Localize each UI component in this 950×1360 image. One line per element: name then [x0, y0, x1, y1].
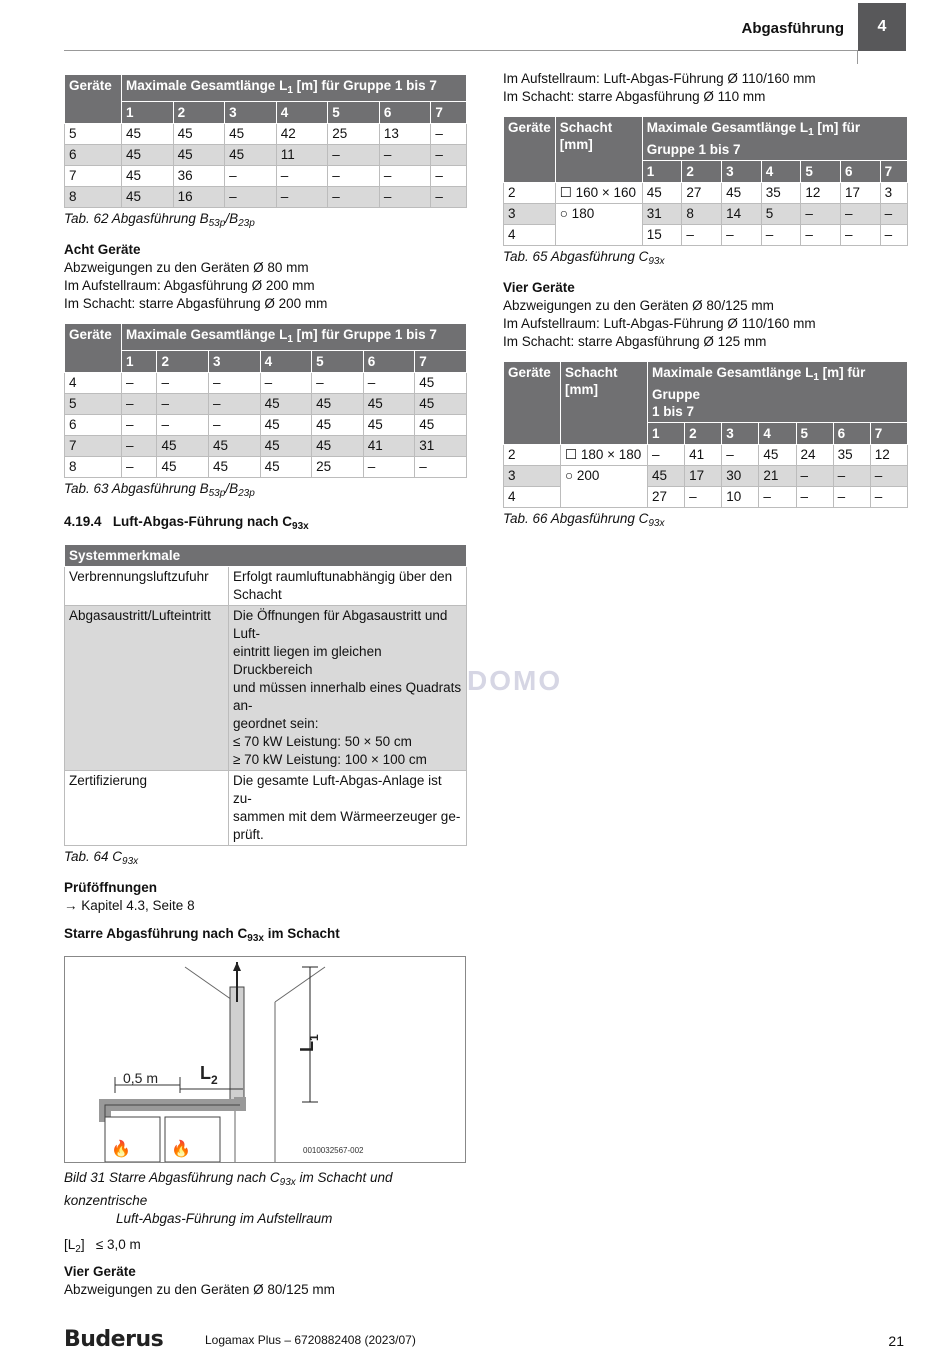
value-line: geordnet sein:: [233, 716, 319, 731]
table-cell: 45: [648, 466, 685, 487]
table-cell: 3: [504, 466, 561, 487]
table-cell: –: [157, 415, 209, 436]
table-cell: 6: [65, 415, 122, 436]
starre-heading: Starre Abgasführung nach $C_{93x}$ im Schacht: [64, 926, 340, 944]
th-shaft: Schacht [mm]: [561, 362, 648, 445]
th-devices: Geräte: [65, 75, 122, 124]
table-cell: 11: [276, 145, 328, 166]
table-cell: –: [431, 145, 467, 166]
table-row: [65, 436, 467, 457]
table-cell: –: [840, 225, 880, 246]
figure-code: 0010032567-002: [303, 1146, 364, 1155]
table-cell: –: [379, 145, 431, 166]
table-cell: 45: [209, 457, 261, 478]
left-column: [64, 74, 467, 1299]
caption-62: Tab. 62 Abgasführung $B_{53p}/B_{23p}$: [64, 211, 255, 229]
table-cell: 10: [722, 487, 759, 508]
table-row: [504, 466, 908, 487]
th-group: 3: [722, 161, 762, 183]
table-cell: 45: [363, 415, 415, 436]
table-cell: –: [801, 204, 841, 225]
value-line: ≤ 70 kW Leistung: 50 × 50 cm: [233, 734, 412, 749]
table-cell: –: [122, 415, 157, 436]
th-group: 1: [122, 351, 157, 373]
th-max-length: Maximale Gesamtlänge $L_1$ [m] für Gruppe 1 bis 7: [122, 75, 467, 102]
acht-line-2: Im Aufstellraum: Abgasführung Ø 200 mm: [64, 278, 315, 293]
th-group: 6: [379, 102, 431, 124]
table-row: [65, 771, 467, 846]
pruef-link[interactable]: → Kapitel 4.3, Seite 8: [64, 898, 195, 913]
table-row: [65, 457, 467, 478]
caption-64: Tab. 64 $C_{93x}$: [64, 849, 139, 867]
table-row: [65, 124, 467, 145]
th-group: 6: [363, 351, 415, 373]
th-group: 2: [157, 351, 209, 373]
table-cell: –: [379, 187, 431, 208]
table-cell: –: [122, 457, 157, 478]
vier-heading-right: Vier Geräte: [503, 280, 575, 295]
vier-line-2: Im Aufstellraum: Luft-Abgas-Führung Ø 110/160 mm: [503, 316, 816, 331]
table-cell: 45: [312, 415, 364, 436]
table-cell: 45: [122, 124, 174, 145]
table-cell: 45: [260, 457, 312, 478]
header-tick: [857, 50, 858, 64]
table-64: [64, 544, 467, 846]
brand-logo: Buderus: [64, 1327, 164, 1352]
th-group: 4: [276, 102, 328, 124]
th-group: 5: [801, 161, 841, 183]
table-cell: 27: [648, 487, 685, 508]
table-cell: 45: [173, 124, 225, 145]
th-devices: Geräte: [504, 117, 556, 183]
table-cell: –: [840, 204, 880, 225]
table-cell: –: [431, 187, 467, 208]
table-cell: –: [260, 373, 312, 394]
table-row: [65, 373, 467, 394]
table-cell: 30: [722, 466, 759, 487]
table-cell: –: [796, 466, 833, 487]
table-cell: –: [209, 373, 261, 394]
th-group: 2: [173, 102, 225, 124]
table-row: [504, 183, 908, 204]
table-cell: 24: [796, 445, 833, 466]
table-cell: 45: [415, 394, 467, 415]
th-group: 4: [260, 351, 312, 373]
footer-doc: Logamax Plus – 6720882408 (2023/07): [205, 1333, 416, 1347]
table-62: [64, 74, 467, 208]
table-cell: –: [328, 187, 380, 208]
table-cell: 35: [761, 183, 801, 204]
table-cell: –: [870, 487, 907, 508]
caption-63: Tab. 63 Abgasführung $B_{53p}/B_{23p}$: [64, 481, 255, 499]
th-group: 3: [225, 102, 277, 124]
table-cell: –: [870, 466, 907, 487]
table-row: [65, 415, 467, 436]
table-cell: –: [209, 394, 261, 415]
th-group: 4: [761, 161, 801, 183]
table-cell: 45: [260, 394, 312, 415]
table-cell: 41: [685, 445, 722, 466]
value-line: ≥ 70 kW Leistung: 100 × 100 cm: [233, 752, 427, 767]
table-cell: 5: [65, 394, 122, 415]
table-cell: –: [328, 145, 380, 166]
table-cell: 8: [65, 187, 122, 208]
table-cell: 12: [801, 183, 841, 204]
table-cell: –: [431, 166, 467, 187]
table-cell: –: [759, 487, 796, 508]
table-cell: 25: [328, 124, 380, 145]
table-cell: 45: [312, 394, 364, 415]
table-cell: –: [276, 187, 328, 208]
table-cell: –: [209, 415, 261, 436]
table-cell: 41: [363, 436, 415, 457]
table-cell: 45: [173, 145, 225, 166]
th-group: 1: [122, 102, 174, 124]
table-cell: 8: [65, 457, 122, 478]
caption-65: Tab. 65 Abgasführung $C_{93x}$: [503, 249, 665, 267]
table-row: [504, 445, 908, 466]
table-cell: ☐ 160 × 160: [555, 183, 642, 204]
table-cell: –: [682, 225, 722, 246]
table-cell: 45: [157, 436, 209, 457]
watermark: DOMO: [467, 665, 563, 696]
table-cell: 12: [870, 445, 907, 466]
table-cell: 13: [379, 124, 431, 145]
table-cell: 15: [642, 225, 682, 246]
th-group: 6: [840, 161, 880, 183]
table-cell: 2: [504, 445, 561, 466]
table-66: [503, 361, 908, 508]
table-cell: –: [796, 487, 833, 508]
th-max-length: Maximale Gesamtlänge $L_1$ [m] für Gruppe 1 bis 7: [648, 362, 908, 423]
row-key: Zertifizierung: [65, 771, 229, 846]
table-cell: –: [880, 225, 907, 246]
table-cell: –: [225, 166, 277, 187]
th-shaft: Schacht [mm]: [555, 117, 642, 183]
table-cell: –: [379, 166, 431, 187]
value-line: und müssen innerhalb eines Quadrats an-: [233, 680, 462, 713]
caption-66: Tab. 66 Abgasführung $C_{93x}$: [503, 511, 665, 529]
table-cell: –: [328, 166, 380, 187]
right-column: [503, 70, 908, 541]
row-key: Abgasaustritt/Lufteintritt: [65, 606, 229, 771]
table-row: [504, 204, 908, 225]
acht-heading: Acht Geräte: [64, 242, 141, 257]
table-cell: 45: [122, 145, 174, 166]
vier-line-left: Abzweigungen zu den Geräten Ø 80/125 mm: [64, 1282, 335, 1297]
acht-line-1: Abzweigungen zu den Geräten Ø 80 mm: [64, 260, 309, 275]
table-cell: 42: [276, 124, 328, 145]
table-cell: 21: [759, 466, 796, 487]
table-cell: 25: [312, 457, 364, 478]
table-cell: 45: [225, 124, 277, 145]
table-cell: 45: [722, 183, 762, 204]
table-cell: –: [157, 394, 209, 415]
table-cell: 4: [65, 373, 122, 394]
th-group: 6: [833, 423, 870, 445]
table-cell: ○ 180: [555, 204, 642, 246]
table-cell: 7: [65, 436, 122, 457]
l2-note: $[L_2]$ ≤ 3,0 m: [64, 1237, 141, 1255]
table-cell: 45: [363, 394, 415, 415]
label-L1: $L_1$: [297, 1034, 321, 1052]
th-devices: Geräte: [65, 324, 122, 373]
table-cell: –: [225, 187, 277, 208]
th-group: 7: [880, 161, 907, 183]
table-cell: –: [833, 487, 870, 508]
value-line: Erfolgt raumluftunabhängig über den: [233, 569, 453, 584]
table-cell: 31: [642, 204, 682, 225]
table-cell: –: [312, 373, 364, 394]
row-value: [229, 606, 467, 771]
table-cell: –: [122, 436, 157, 457]
table-cell: –: [122, 373, 157, 394]
table-row: [65, 145, 467, 166]
th-group: 3: [209, 351, 261, 373]
table-row: [65, 567, 467, 606]
right-intro-2: Im Schacht: starre Abgasführung Ø 110 mm: [503, 89, 766, 104]
table-cell: 6: [65, 145, 122, 166]
right-intro-1: Im Aufstellraum: Luft-Abgas-Führung Ø 110/160 mm: [503, 71, 816, 86]
table-cell: 45: [260, 415, 312, 436]
table-cell: 3: [504, 204, 556, 225]
table-cell: –: [722, 445, 759, 466]
table-cell: –: [363, 373, 415, 394]
table-cell: 45: [209, 436, 261, 457]
table-cell: –: [157, 373, 209, 394]
th-group: 7: [431, 102, 467, 124]
table-cell: –: [833, 466, 870, 487]
value-line: Die gesamte Luft-Abgas-Anlage ist zu-: [233, 773, 442, 806]
table-cell: 45: [260, 436, 312, 457]
flame-icon: 🔥: [171, 1141, 191, 1158]
vier-line-3: Im Schacht: starre Abgasführung Ø 125 mm: [503, 334, 767, 349]
th-group: 2: [682, 161, 722, 183]
table-cell: 17: [840, 183, 880, 204]
table-cell: –: [431, 124, 467, 145]
table-cell: 45: [122, 187, 174, 208]
th-group: 1: [642, 161, 682, 183]
table-cell: 45: [415, 373, 467, 394]
th-system: Systemmerkmale: [65, 545, 467, 567]
th-group: 5: [312, 351, 364, 373]
table-cell: –: [122, 394, 157, 415]
table-cell: ☐ 180 × 180: [561, 445, 648, 466]
table-cell: 7: [65, 166, 122, 187]
th-group: 5: [796, 423, 833, 445]
acht-line-3: Im Schacht: starre Abgasführung Ø 200 mm: [64, 296, 328, 311]
table-cell: 16: [173, 187, 225, 208]
table-cell: –: [761, 225, 801, 246]
figure-31: [64, 956, 466, 1163]
value-line: sammen mit dem Wärmeerzeuger ge-: [233, 809, 461, 824]
th-group: 7: [415, 351, 467, 373]
flame-icon: 🔥: [111, 1141, 131, 1158]
table-row: [65, 394, 467, 415]
row-key: Verbrennungsluftzufuhr: [65, 567, 229, 606]
th-group: 1: [648, 423, 685, 445]
page-number: 21: [888, 1333, 904, 1349]
table-cell: 45: [759, 445, 796, 466]
vier-heading-left: Vier Geräte: [64, 1264, 136, 1279]
value-line: eintritt liegen im gleichen Druckbereich: [233, 644, 382, 677]
th-max-length: Maximale Gesamtlänge $L_1$ [m] für Gruppe 1 bis 7: [642, 117, 907, 161]
table-cell: 45: [225, 145, 277, 166]
section-heading: 4.19.4 Luft-Abgas-Führung nach $C_{93x}$: [64, 514, 309, 532]
th-group: 7: [870, 423, 907, 445]
pruef-heading: Prüföffnungen: [64, 880, 157, 895]
table-cell: 5: [761, 204, 801, 225]
table-row: [65, 166, 467, 187]
header-rule: [64, 50, 858, 51]
table-cell: –: [363, 457, 415, 478]
table-cell: 45: [642, 183, 682, 204]
table-cell: 45: [312, 436, 364, 457]
table-cell: –: [801, 225, 841, 246]
table-cell: –: [880, 204, 907, 225]
shaft-diagram: [65, 957, 465, 1162]
th-group: 5: [328, 102, 380, 124]
row-value: [229, 567, 467, 606]
table-cell: 3: [880, 183, 907, 204]
table-cell: 4: [504, 225, 556, 246]
table-cell: 14: [722, 204, 762, 225]
th-group: 3: [722, 423, 759, 445]
row-value: [229, 771, 467, 846]
vier-line-1: Abzweigungen zu den Geräten Ø 80/125 mm: [503, 298, 774, 313]
table-cell: 2: [504, 183, 556, 204]
caption-31: Bild 31 Starre Abgasführung nach $C_{93x}$ im Schacht und konzentrische Luft-Abgas-Führung im Aufstellraum: [64, 1170, 393, 1226]
table-65: [503, 116, 908, 246]
label-L2: $L_2$: [200, 1063, 218, 1087]
table-cell: 45: [122, 166, 174, 187]
table-cell: 35: [833, 445, 870, 466]
table-cell: 31: [415, 436, 467, 457]
table-cell: –: [415, 457, 467, 478]
value-line: Die Öffnungen für Abgasaustritt und Luft-: [233, 608, 448, 641]
table-cell: 27: [682, 183, 722, 204]
th-group: 2: [685, 423, 722, 445]
th-group: 4: [759, 423, 796, 445]
header-title: Abgasführung: [741, 20, 844, 37]
table-row: [65, 187, 467, 208]
value-line: prüft.: [233, 827, 264, 842]
table-cell: 8: [682, 204, 722, 225]
chapter-number: 4: [858, 3, 906, 51]
table-cell: 45: [157, 457, 209, 478]
th-max-length: Maximale Gesamtlänge $L_1$ [m] für Gruppe 1 bis 7: [122, 324, 467, 351]
table-cell: –: [685, 487, 722, 508]
table-cell: 36: [173, 166, 225, 187]
table-row: [65, 606, 467, 771]
dim-05m: 0,5 m: [123, 1070, 159, 1086]
th-devices: Geräte: [504, 362, 561, 445]
table-cell: –: [722, 225, 762, 246]
table-cell: 45: [415, 415, 467, 436]
table-cell: 4: [504, 487, 561, 508]
value-line: Schacht: [233, 587, 282, 602]
table-cell: 5: [65, 124, 122, 145]
table-cell: 17: [685, 466, 722, 487]
table-cell: ○ 200: [561, 466, 648, 508]
table-63: [64, 323, 467, 478]
table-cell: –: [276, 166, 328, 187]
table-cell: –: [648, 445, 685, 466]
